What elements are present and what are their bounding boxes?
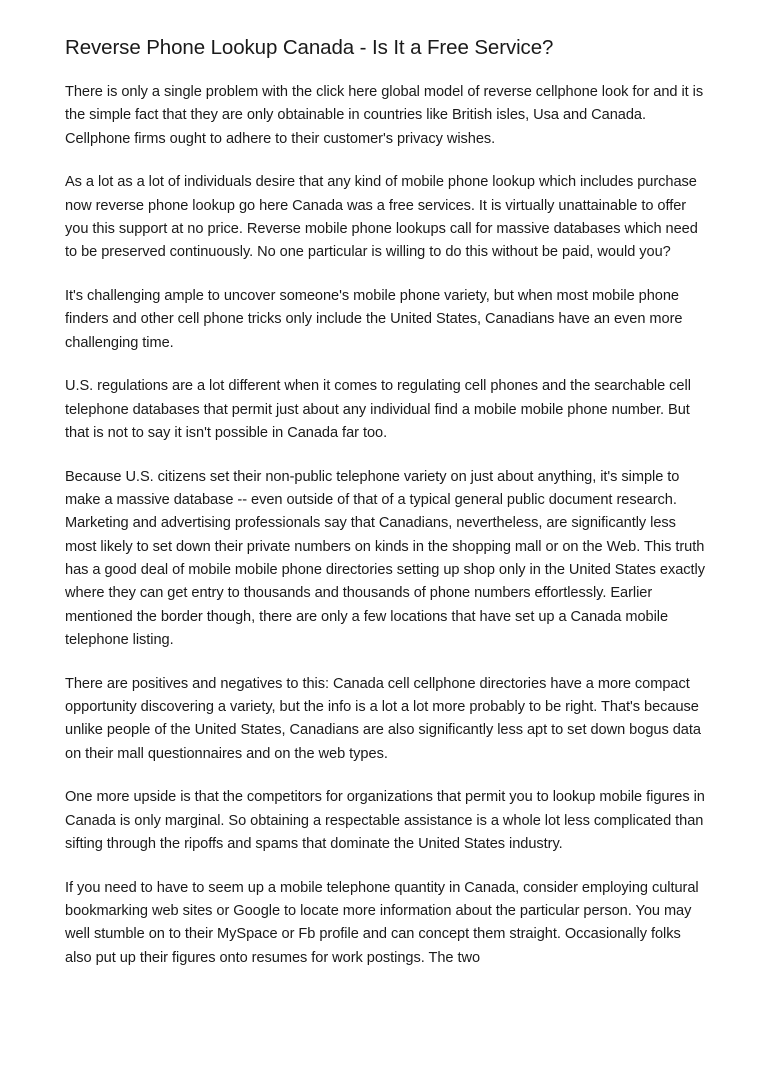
document-page: [65, 34, 705, 991]
paragraph-8: If you need to have to seem up a mobile telephone quantity in Canada, consider employing cultural bookmarking web sites or Google to locate more information about the particular person. You may well stumble on to their MySpace or Fb profile and can concept them straight. Occasionally folks also put up their figures onto resumes for work postings. The two: [65, 879, 699, 966]
paragraph-2: As a lot as a lot of individuals desire that any kind of mobile phone lookup which includes purchase now reverse phone lookup go here Canada was a free services. It is virtually unattainable to offer you this support at no price. Reverse mobile phone lookups call for massive databases which need to be preserved continuously. No one particular is willing to do this without be paid, would you?: [65, 174, 698, 261]
paragraph-3: It's challenging ample to uncover someone's mobile phone variety, but when most mobile phone finders and other cell phone tricks only include the United States, Canadians have an even more challenging time.: [65, 288, 683, 351]
paragraph-6: There are positives and negatives to this: Canada cell cellphone directories have a more compact opportunity discovering a variety, but the info is a lot a lot more probably to be right. That's because unlike people of the United States, Canadians are also significantly less apt to set down bogus data on their mall questionnaires and on the web types.: [65, 675, 701, 762]
document-title: Reverse Phone Lookup Canada - Is It a Free Service?: [65, 36, 554, 59]
paragraph-1: There is only a single problem with the click here global model of reverse cellphone look for and it is the simple fact that they are only obtainable in countries like British isles, Usa and Canada. Cellphone firms ought to adhere to their customer's privacy wishes.: [65, 84, 704, 147]
paragraph-7: One more upside is that the competitors for organizations that permit you to lookup mobile figures in Canada is only marginal. So obtaining a respectable assistance is a whole lot less complicated than sifting through the ripoffs and spams that dominate the United States industry.: [65, 789, 705, 853]
paragraph-5: Because U.S. citizens set their non-public telephone variety on just about anything, it's simple to make a massive database -- even outside of that of a typical general public document research. Marketing and advertising professionals say that Canadians, nevertheless, are significantly less most likely to set down their private numbers on kinds in the shopping mall or on the Web. This truth has a good deal of mobile mobile phone directories setting up shop only in the United States exactly where they can get entry to thousands and thousands of phone numbers effortlessly. Earlier mentioned the border though, there are only a few locations that have set up a Canada mobile telephone listing.: [65, 468, 705, 648]
paragraph-4: U.S. regulations are a lot different when it comes to regulating cell phones and the searchable cell telephone databases that permit just about any individual find a mobile mobile phone number. But that is not to say it isn't possible in Canada far too.: [65, 378, 691, 442]
